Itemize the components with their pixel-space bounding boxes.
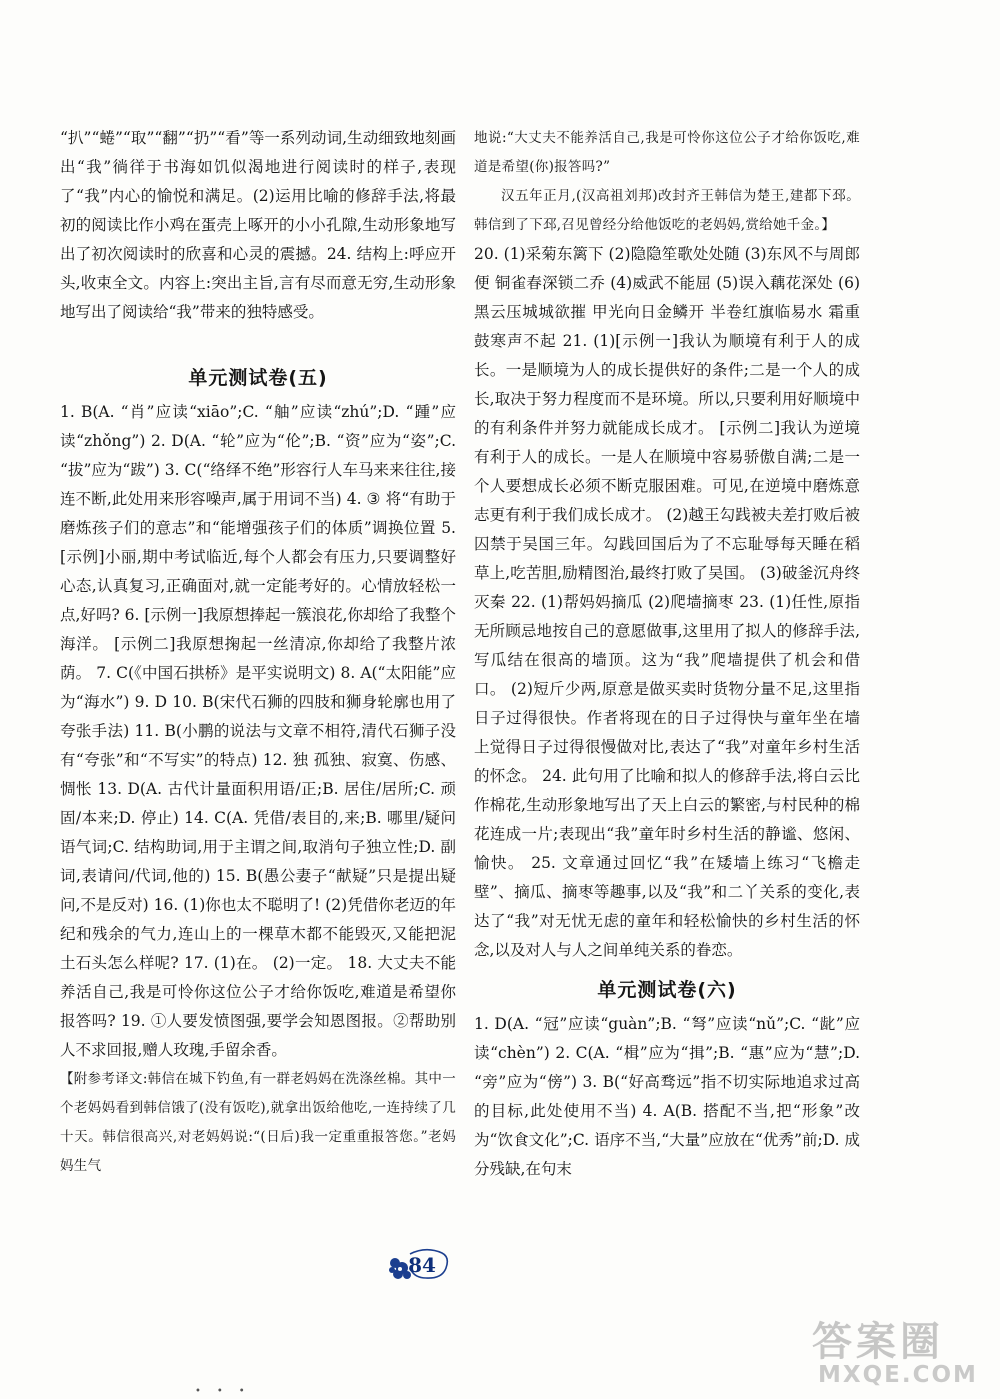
watermark-logo bbox=[812, 1310, 994, 1394]
translation-text-paragraph-2: 汉五年正月,(汉高祖刘邦)改封齐王韩信为楚王,建都下邳。韩信到了下邳,召见曾经分给他饭吃的老妈妈,赏给她千金。】 bbox=[474, 188, 860, 233]
right-column bbox=[474, 124, 860, 1184]
translation-text: 【附参考译文:韩信在城下钓鱼,有一群老妈妈在洗涤丝棉。其中一个老妈妈看到韩信饿了(没有饭吃),就拿出饭给他吃,一连持续了几十天。韩信很高兴,对老妈妈说:“(日后)我一定重重报答您。”老妈妈生气 bbox=[60, 1071, 456, 1174]
answer-text-unit-6: 1. D(A. “冠”应读“guàn”;B. “弩”应读“nǔ”;C. “龀”应读“chèn”) 2. C(A. “楫”应为“揖”;B. “惠”应为“慧”;D. “旁”应为“傍”) 3. B(“好高骛远”指不切实际地追求过高的目标,此处使用不当) 4. A(B. 搭配不当,把“形象”改为“饮食文化”;C. 语序不当,“大量”应放在“优秀”前;D. 成分残缺,在句末 bbox=[474, 1015, 860, 1178]
section-heading-unit-6: 单元测试卷(六) bbox=[597, 979, 737, 1001]
answer-text-continued: “扒”“蜷”“取”“翻”“扔”“看”等一系列动词,生动细致地刻画出“我”徜徉于书海如饥似渴地进行阅读时的样子,表现了“我”内心的愉悦和满足。(2)运用比喻的修辞手法,将最初的阅读比作小鸡在蛋壳上啄开的小小孔隙,生动形象地写出了初次阅读时的欣喜和心灵的震撼。24. 结构上:呼应开头,收束全文。内容上:突出主旨,言有尽而意无穷,生动形象地写出了阅读给“我”带来的独特感受。 bbox=[60, 129, 456, 321]
watermark-url: MXQE.COM bbox=[818, 1362, 978, 1388]
section-heading-unit-5: 单元测试卷(五) bbox=[188, 367, 328, 389]
scan-artifact: ••• bbox=[195, 1386, 261, 1397]
answer-text-20-25: 20. (1)采菊东篱下 (2)隐隐笙歌处处随 (3)东风不与周郎便 铜雀春深锁二乔 (4)威武不能屈 (5)误入藕花深处 (6)黑云压城城欲摧 甲光向日金鳞开 半卷红旗临易水 霜重鼓寒声不起 21. (1)[示例一]我认为顺境有利于人的成长。一是顺境为人的成长提供好的条件;二是一个人的成长,取决于努力程度而不是环境。所以,只要利用好顺境中的有利条件并努力就能成长成才。 [示例二]我认为逆境有利于人的成长。一是人在顺境中容易骄傲自满;二是一个人要想成长必须不断克服困难。可见,在逆境中磨炼意志更有利于我们成长成才。 (2)越王勾践被夫差打败后被囚禁于吴国三年。勾践回国后为了不忘耻辱每天睡在稻草上,吃苦胆,励精图治,最终打败了吴国。 (3)破釜沉舟终灭秦 22. (1)帮妈妈摘瓜 (2)爬墙摘枣 23. (1)任性,原指无所顾忌地按自己的意愿做事,这里用了拟人的修辞手法,写瓜结在很高的墙顶。这为“我”爬墙提供了机会和借口。 (2)短斤少两,原意是做买卖时货物分量不足,这里指日子过得很快。作者将现在的日子过得快与童年坐在墙上觉得日子过得很慢做对比,表达了“我”对童年乡村生活的怀念。 24. 此句用了比喻和拟人的修辞手法,将白云比作棉花,生动形象地写出了天上白云的繁密,与村民种的棉花连成一片;表现出“我”童年时乡村生活的静谧、悠闲、愉快。 25. 文章通过回忆“我”在矮墙上练习“飞檐走壁”、摘瓜、摘枣等趣事,以及“我”和二丫关系的变化,表达了“我”对无忧无虑的童年和轻松愉快的乡村生活的怀念,以及对人与人之间单纯关系的眷恋。 bbox=[474, 245, 860, 959]
answer-text-unit-5: 1. B(A. “肖”应读“xiāo”;C. “舳”应读“zhú”;D. “踵”应读“zhǒng”) 2. D(A. “轮”应为“伦”;B. “资”应为“姿”;C. “拔”应为“跋”) 3. C(“络绎不绝”形容行人车马来来往往,接连不断,此处用来形容噪声,属于用词不当) 4. ③ 将“有助于磨炼孩子们的意志”和“能增强孩子们的体质”调换位置 5. [示例]小丽,期中考试临近,每个人都会有压力,只要调整好心态,认真复习,正确面对,就一定能考好的。心情放轻松一点,好吗? 6. [示例一]我原想捧起一簇浪花,你却给了我整个海洋。 [示例二]我原想掬起一丝清凉,你却给了我整片浓荫。 7. C(《中国石拱桥》是平实说明文) 8. A(“太阳能”应为“海水”) 9. D 10. B(宋代石狮的四肢和狮身轮廓也用了夸张手法) 11. B(小鹏的说法与文章不相符,清代石狮子没有“夸张”和“不写实”的特点) 12. 独 孤独、寂寞、伤感、惆怅 13. D(A. 古代计量面积用语/正;B. 居住/居所;C. 顽固/本来;D. 停止) 14. C(A. 凭借/表目的,来;B. 哪里/疑问语气词;C. 结构助词,用于主谓之间,取消句子独立性;D. 副词,表请问/代词,他的) 15. B(愚公妻子“献疑”只是提出疑问,不是反对) 16. (1)你也太不聪明了! (2)凭借你老迈的年纪和残余的气力,连山上的一棵草木都不能毁灭,又能把泥土石头怎么样呢? 17. (1)在。 (2)一定。 18. 大丈夫不能养活自己,我是可怜你这位公子才给你饭吃,难道是希望你报答吗? 19. ①人要发愤图强,要学会知恩图报。②帮助别人不求回报,赠人玫瑰,手留余香。 bbox=[60, 403, 456, 1059]
translation-text-continued: 地说:“大丈夫不能养活自己,我是可怜你这位公子才给你饭吃,难道是希望(你)报答吗?” bbox=[474, 130, 860, 175]
left-column bbox=[60, 124, 456, 1181]
page-number-text: 84 bbox=[408, 1253, 436, 1277]
page-number bbox=[386, 1248, 458, 1282]
watermark-text: 答案圈 bbox=[812, 1319, 944, 1365]
